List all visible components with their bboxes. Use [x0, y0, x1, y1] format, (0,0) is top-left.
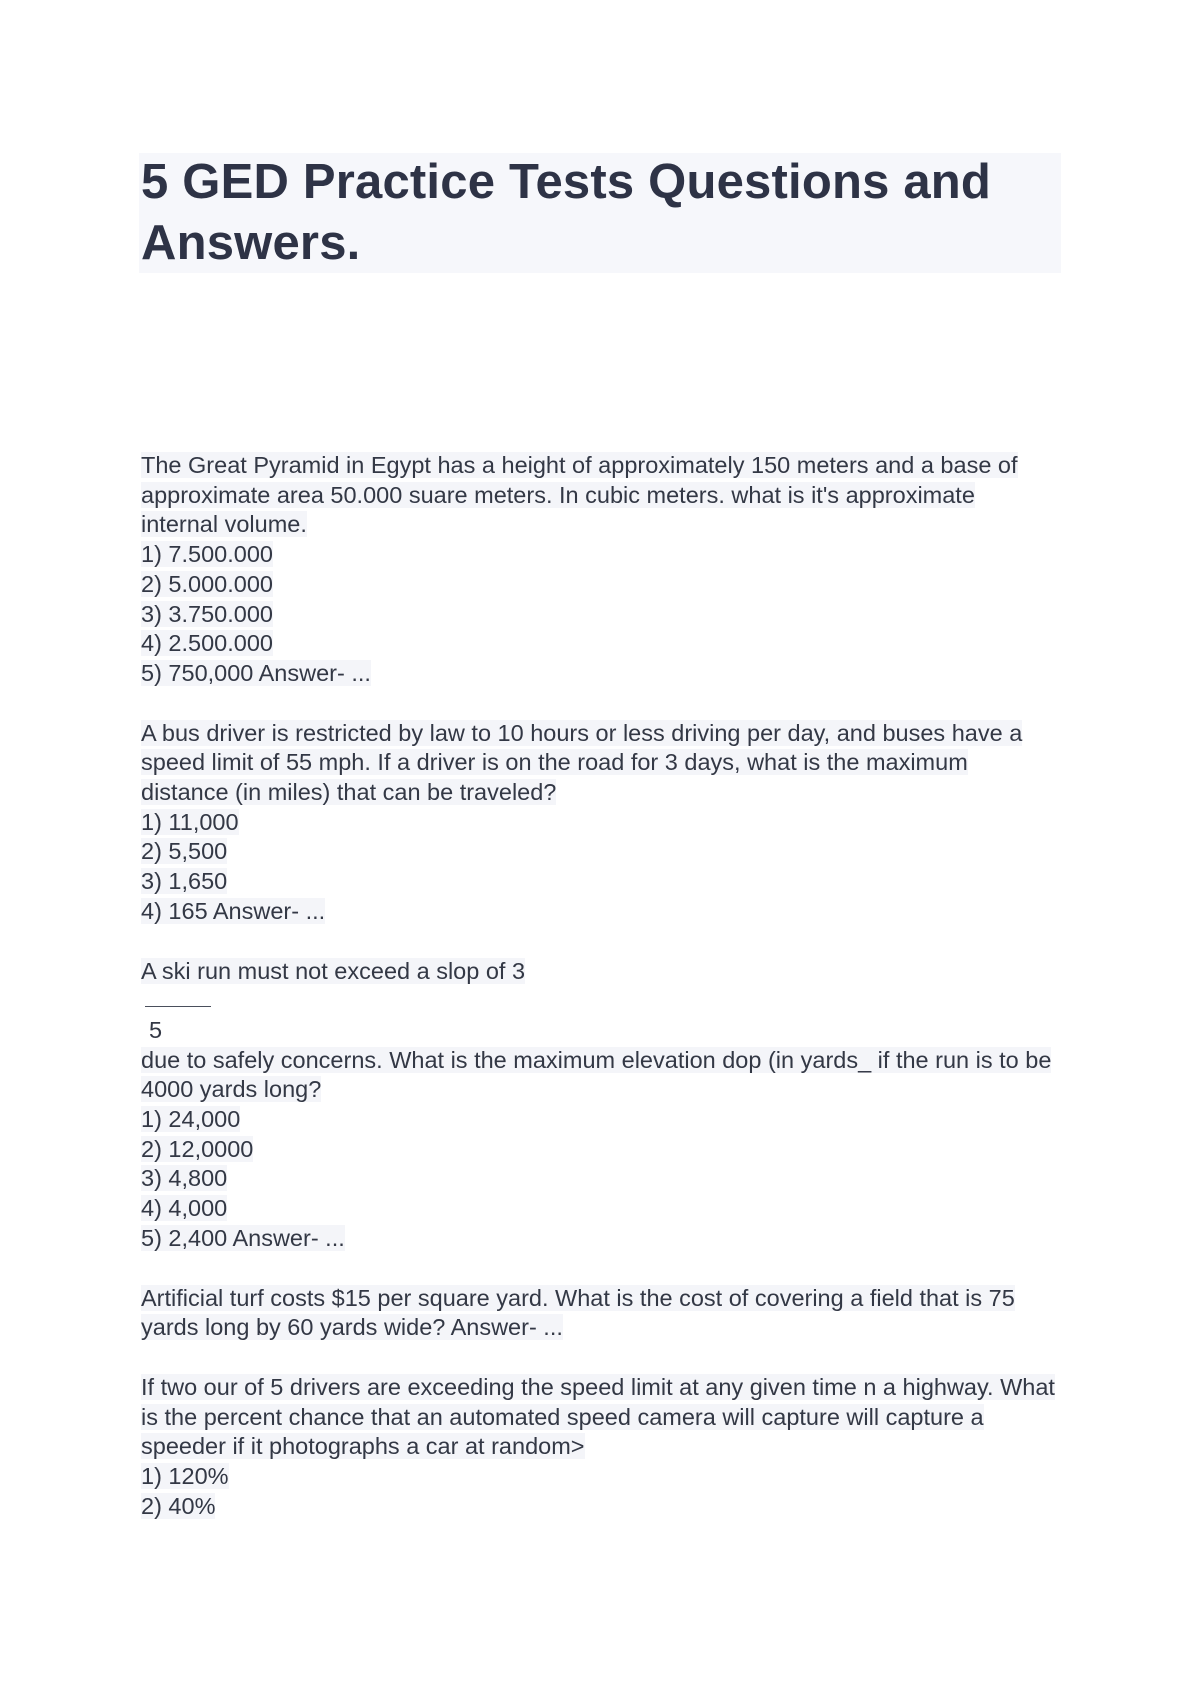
- answer-option: 4) 165 Answer- ...: [141, 897, 326, 924]
- document-title: 5 GED Practice Tests Questions and Answers.: [141, 155, 992, 270]
- answer-option: 4) 2.500.000: [141, 630, 273, 657]
- answer-option: 2) 5.000.000: [141, 570, 273, 597]
- question-text-line: is the percent chance that an automated speed camera will capture will capture a: [141, 1403, 984, 1430]
- question-5: [141, 1373, 1071, 1522]
- question-list: [141, 451, 1071, 1551]
- question-3: [141, 957, 1071, 1254]
- question-text-line: internal volume.: [141, 511, 307, 538]
- question-text-line: A ski run must not exceed a slop of 3: [141, 957, 526, 984]
- question-text-line: due to safely concerns. What is the maximum elevation dop (in yards_ if the run is to be: [141, 1046, 1052, 1073]
- answer-option: 1) 11,000: [141, 808, 239, 835]
- answer-option: 5) 2,400 Answer- ...: [141, 1224, 345, 1251]
- answer-option: 3) 3.750.000: [141, 600, 273, 627]
- question-text-line: distance (in miles) that can be traveled?: [141, 779, 557, 806]
- fraction-denominator: 5: [149, 1016, 163, 1043]
- answer-option: 3) 1,650: [141, 868, 228, 895]
- answer-option: 5) 750,000 Answer- ...: [141, 659, 371, 686]
- answer-option: 3) 4,800: [141, 1165, 228, 1192]
- question-text-line: Artificial turf costs $15 per square yard. What is the cost of covering a field that is 75: [141, 1284, 1015, 1311]
- answer-option: 2) 5,500: [141, 838, 228, 865]
- question-4: [141, 1284, 1071, 1343]
- answer-option: 1) 120%: [141, 1463, 229, 1490]
- answer-option: 1) 7.500.000: [141, 541, 273, 568]
- answer-option: 1) 24,000: [141, 1106, 241, 1133]
- question-text-line: A bus driver is restricted by law to 10 hours or less driving per day, and buses have a: [141, 719, 1023, 746]
- fraction-bar: [141, 986, 1071, 1016]
- answer-option: 2) 40%: [141, 1492, 216, 1519]
- question-text-line: approximate area 50.000 suare meters. In cubic meters. what is it's approximate: [141, 481, 975, 508]
- answer-option: 2) 12,0000: [141, 1135, 254, 1162]
- answer-option: 4) 4,000: [141, 1195, 228, 1222]
- question-text-line: speed limit of 55 mph. If a driver is on the road for 3 days, what is the maximum: [141, 749, 968, 776]
- question-text-line: If two our of 5 drivers are exceeding the speed limit at any given time n a highway. What: [141, 1373, 1055, 1400]
- question-1: [141, 451, 1071, 689]
- question-text-line: 4000 yards long?: [141, 1076, 322, 1103]
- question-text-line: yards long by 60 yards wide? Answer- ...: [141, 1314, 563, 1341]
- question-text-line: speeder if it photographs a car at random>: [141, 1433, 585, 1460]
- question-text-line: The Great Pyramid in Egypt has a height of approximately 150 meters and a base of: [141, 452, 1018, 478]
- question-2: [141, 719, 1071, 927]
